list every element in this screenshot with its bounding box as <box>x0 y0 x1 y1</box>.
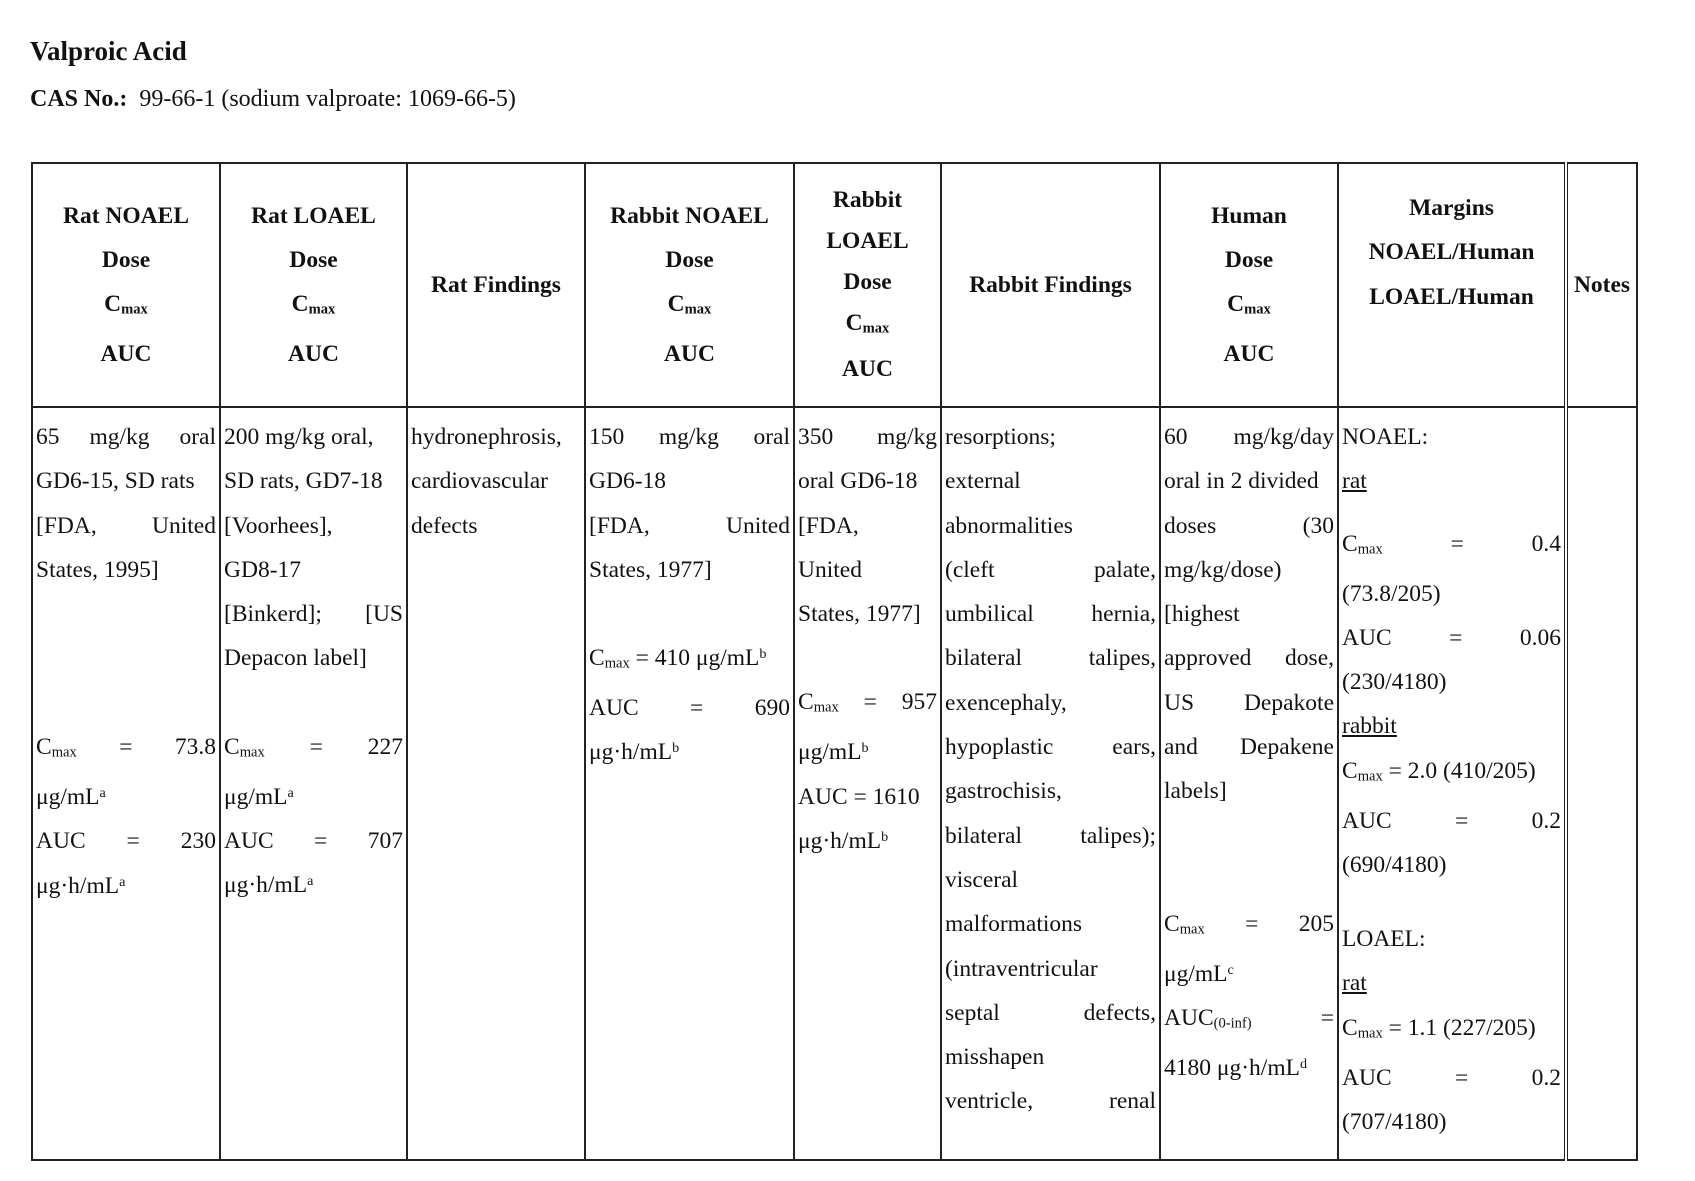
rabbit-finding-line: external <box>945 468 1021 495</box>
rabbit-finding-line: umbilical hernia, <box>945 601 1156 628</box>
header-human: Human Dose $C_{max}$ AUC <box>1160 163 1338 407</box>
cell-human: 60 mg/kg/day oral in 2 divided doses (30 mg/kg/dose) [highest approved dose, US Depakote and Depakene labels] $C_{max}$ = 205 $\mu g/mL^c$ $AUC_{(0-inf)}$ = 4180 $\mu g\cdot h/mL^d$ <box>1160 407 1338 1160</box>
header-rat-noael: Rat NOAEL Dose $C_{max}$ AUC <box>32 163 220 407</box>
rabbit-finding-line: malformations <box>945 911 1083 938</box>
rabbit-finding-line: bilateral talipes); <box>945 822 1156 849</box>
header-rat-loael: Rat LOAEL Dose $C_{max}$ AUC <box>220 163 407 407</box>
header-row <box>32 163 1637 407</box>
rabbit-finding-line: abnormalities <box>945 512 1073 539</box>
cell-rabbit-loael: 350 mg/kg oral GD6-18 [FDA, United States, 1977] $C_{max}$ = 957 $\mu g/mL^b$ AUC = 1610 $\mu g\cdot h/mL^b$ <box>794 407 941 1160</box>
cell-notes <box>1566 407 1637 1160</box>
rabbit-finding-line: resorptions; <box>945 424 1056 450</box>
cell-margins: NOAEL: rat $C_{max}$ = 0.4 (73.8/205) AUC = 0.06 (230/4180) rabbit $C_{max} = 2.0$ (410/205) AUC = 0.2 (690/4180) LOAEL: rat $C_{max} = 1.1$ (227/205) AUC = 0.2 (707/4180) <box>1338 407 1566 1160</box>
rabbit-finding-line: (intraventricular <box>945 955 1098 982</box>
document-title: Valproic Acid <box>30 36 187 66</box>
rabbit-finding-line: septal defects, <box>945 999 1156 1026</box>
rabbit-finding-line: (cleft palate, <box>945 556 1156 583</box>
header-notes: Notes <box>1566 163 1637 407</box>
cell-rabbit-noael: 150 mg/kg oral GD6-18 [FDA, United States, 1977] $C_{max} = 410$ $\mu g/mL^b$ AUC = 690 $\mu g\cdot h/mL^b$ <box>585 407 794 1160</box>
header-rat-findings: Rat Findings <box>407 163 585 407</box>
rabbit-finding-line: ventricle, renal <box>945 1088 1156 1115</box>
rabbit-finding-line: gastrochisis, <box>945 778 1062 805</box>
cell-rat-loael: 200 mg/kg oral, SD rats, GD7-18 [Voorhees], GD8-17 [Binkerd]; [US Depacon label] $C_{max}$ = 227 $\mu g/mL^a$ AUC = 707 $\mu g\cdot h/mL^a$ <box>220 407 407 1160</box>
rabbit-finding-line: misshapen <box>945 1044 1045 1071</box>
rabbit-finding-line: exencephaly, <box>945 689 1067 716</box>
header-rabbit-findings: Rabbit Findings <box>941 163 1160 407</box>
cas-value: 99-66-1 (sodium valproate: 1069-66-5) <box>139 86 516 112</box>
rabbit-finding-line: hypoplastic ears, <box>945 734 1156 761</box>
header-rabbit-noael: Rabbit NOAEL Dose $C_{max}$ AUC <box>585 163 794 407</box>
rabbit-finding-line: visceral <box>945 866 1019 893</box>
header-margins: Margins NOAEL/Human LOAEL/Human <box>1338 163 1566 407</box>
header-rabbit-loael: Rabbit LOAEL Dose $C_{max}$ AUC <box>794 163 941 407</box>
rabbit-finding-line: bilateral talipes, <box>945 645 1156 672</box>
table-row <box>32 407 1637 1160</box>
cas-number <box>30 86 516 113</box>
cell-rabbit-findings <box>941 407 1160 1160</box>
cell-rat-noael: 65 mg/kg oral GD6-15, SD rats [FDA, United States, 1995] $C_{max}$ = 73.8 $\mu g/mL^a$ AUC = 230 $\mu g\cdot h/mL^a$ <box>32 407 220 1160</box>
cas-label: CAS No.: <box>30 86 128 112</box>
cell-rat-findings: hydronephrosis, cardiovascular defects <box>407 407 585 1160</box>
toxicity-table <box>31 162 1638 1161</box>
